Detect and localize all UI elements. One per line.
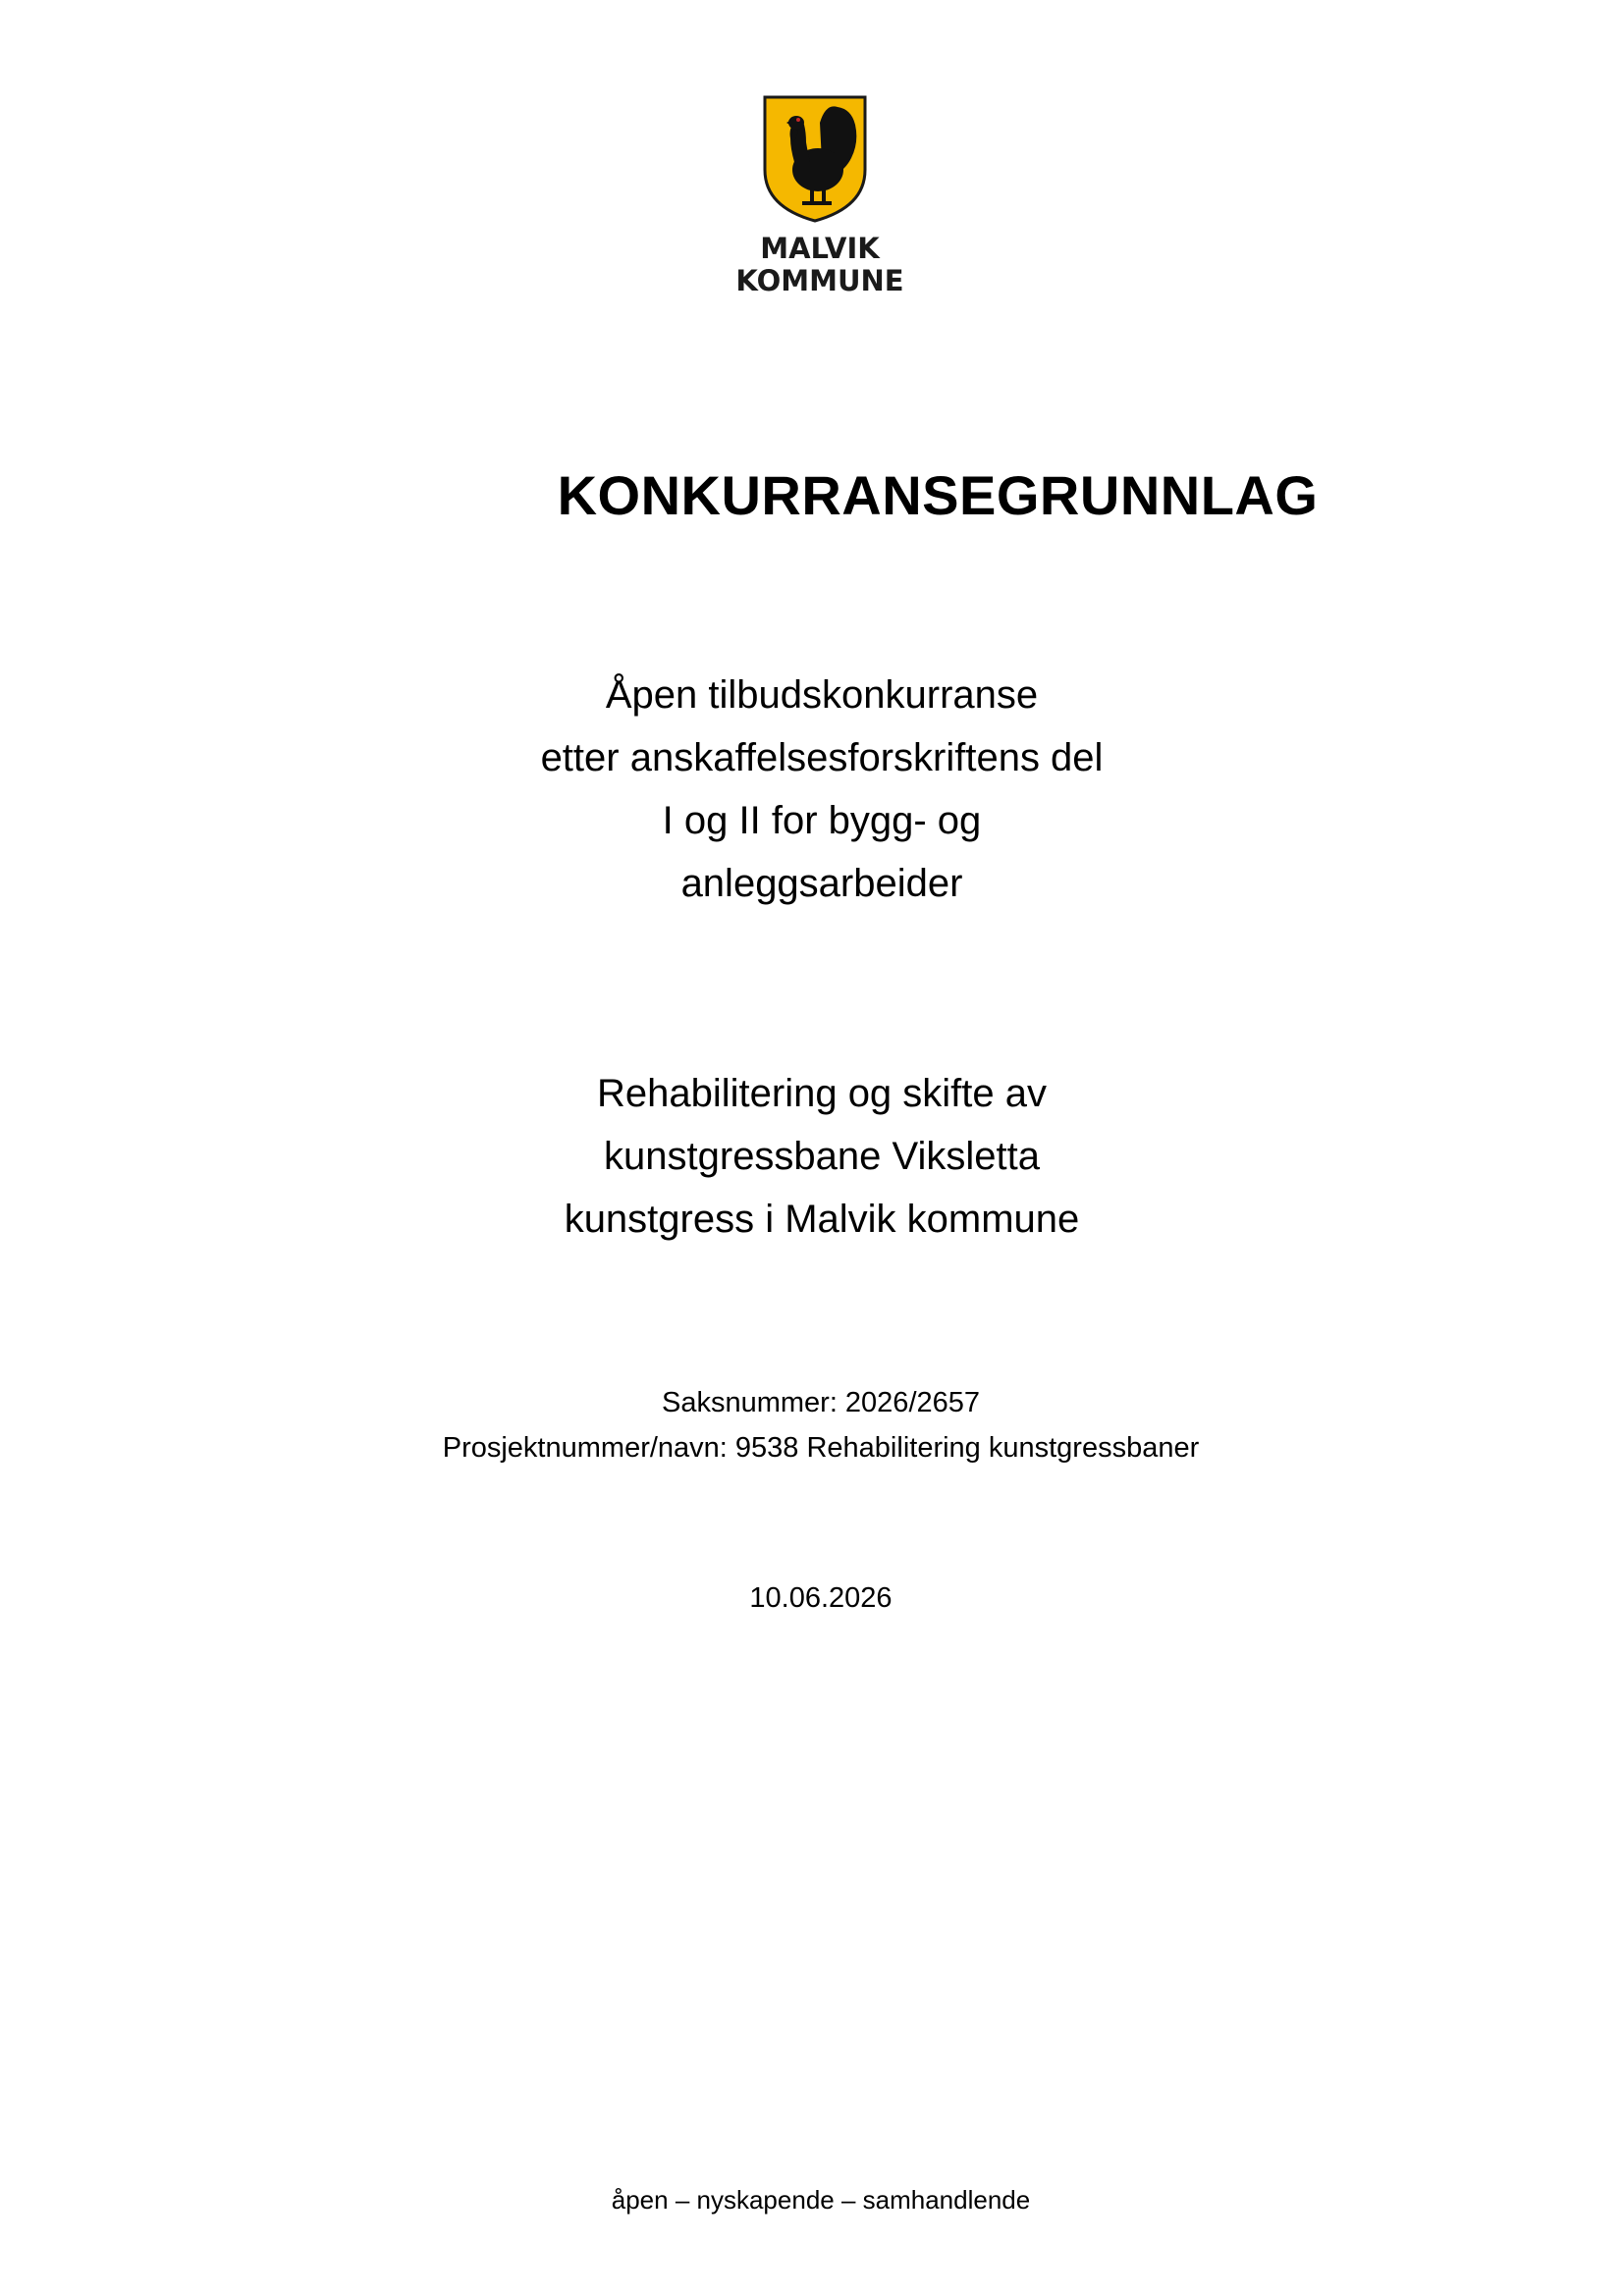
procedure-line: anleggsarbeider — [680, 862, 963, 905]
project-description — [0, 1062, 1624, 1251]
procedure-line: etter anskaffelsesforskriftens del — [540, 736, 1104, 779]
project-line: kunstgress i Malvik kommune — [564, 1198, 1080, 1241]
municipality-logo — [722, 93, 918, 309]
logo-line-malvik: MALVIK — [760, 232, 880, 265]
case-number: Saksnummer: 2026/2657 — [661, 1387, 981, 1418]
case-metadata — [0, 1380, 1624, 1470]
document-title: KONKURRANSEGRUNNLAG — [557, 464, 1319, 526]
footer-slogan: åpen – nyskapende – samhandlende — [611, 2185, 1031, 2215]
grouse-coat-of-arms-icon — [761, 93, 869, 223]
project-line: kunstgressbane Viksletta — [604, 1135, 1040, 1178]
logo-line-kommune: KOMMUNE — [735, 264, 904, 297]
procedure-line: I og II for bygg- og — [662, 799, 982, 842]
project-line: Rehabilitering og skifte av — [596, 1072, 1048, 1115]
logo-wordmark — [722, 233, 918, 297]
project-number: Prosjektnummer/navn: 9538 Rehabilitering kunstgressbaner — [442, 1432, 1200, 1464]
document-date: 10.06.2026 — [749, 1582, 893, 1614]
procedure-description — [0, 664, 1624, 915]
procedure-line: Åpen tilbudskonkurranse — [605, 673, 1039, 717]
